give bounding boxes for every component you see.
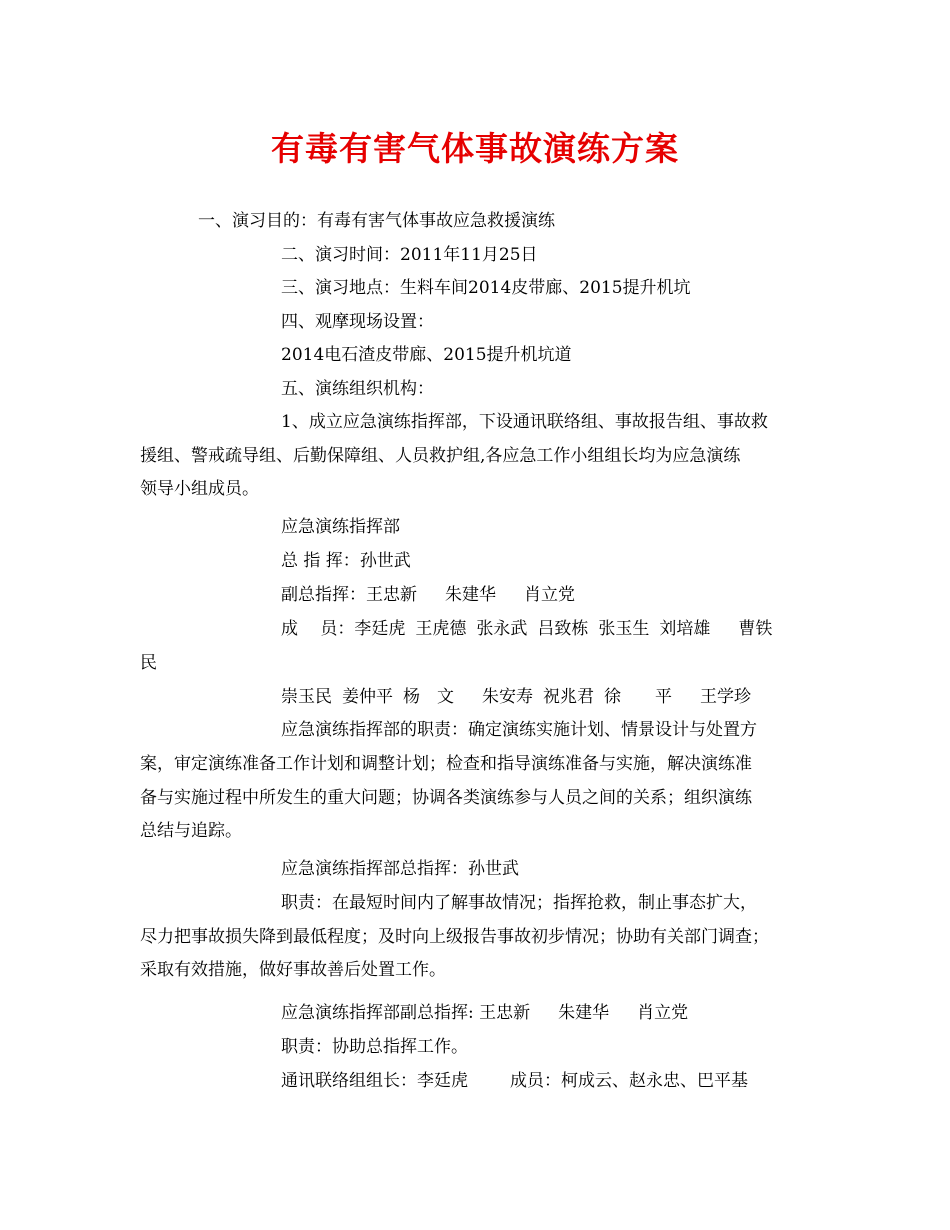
hq-duty-line3: 备与实施过程中所发生的重大问题；协调各类演练参与人员之间的关系；组织演练 bbox=[140, 788, 752, 808]
org-item1-line3: 领导小组成员。 bbox=[140, 479, 259, 499]
members-row-2 bbox=[281, 685, 751, 709]
chief-row bbox=[281, 549, 411, 573]
deputy-label: 副总指挥： bbox=[281, 585, 366, 605]
chief-name: 孙世武 bbox=[359, 551, 411, 571]
section-time: 二、演习时间：2011年11月25日 bbox=[281, 245, 538, 265]
section-purpose: 一、演习目的：有毒有害气体事故应急救援演练 bbox=[198, 211, 555, 231]
member-name-partial: 曹铁 bbox=[738, 619, 773, 639]
chief-duty-line1: 职责：在最短时间内了解事故情况；指挥抢救，制止事态扩大， bbox=[281, 893, 757, 913]
section-place: 三、演习地点：生料车间2014皮带廊、2015提升机坑 bbox=[281, 278, 691, 298]
org-item1-line1: 1、成立应急演练指挥部，下设通讯联络组、事故报告组、事故救 bbox=[281, 412, 768, 432]
member-name: 姜仲平 bbox=[342, 687, 393, 707]
section-org: 五、演练组织机构： bbox=[281, 379, 434, 399]
member-name: 朱安寿 bbox=[482, 687, 533, 707]
member-name: 王学珍 bbox=[700, 687, 751, 707]
hq-duty-line4: 总结与追踪。 bbox=[140, 821, 242, 841]
member-name: 吕致栋 bbox=[537, 619, 589, 639]
member-name: 刘培雄 bbox=[659, 619, 711, 639]
chief-duty-line2: 尽力把事故损失降到最低程度；及时向上级报告事故初步情况；协助有关部门调查； bbox=[140, 927, 769, 947]
deputy-name: 王忠新 bbox=[366, 585, 417, 605]
chief-duty-line3: 采取有效措施，做好事故善后处置工作。 bbox=[140, 960, 446, 980]
members-label: 成 员： bbox=[281, 619, 355, 639]
hq-duty-line1: 应急演练指挥部的职责：确定演练实施计划、情景设计与处置方 bbox=[281, 720, 757, 740]
deputy-line bbox=[281, 1001, 688, 1025]
hq-duty-line2: 案，审定演练准备工作计划和调整计划；检查和指导演练准备与实施，解决演练准 bbox=[140, 754, 752, 774]
deputy-name: 肖立党 bbox=[524, 585, 575, 605]
org-item1-line2: 援组、警戒疏导组、后勤保障组、人员救护组,各应急工作小组组长均为应急演练 bbox=[140, 446, 741, 466]
members-row-1 bbox=[281, 617, 772, 641]
chief-line: 应急演练指挥部总指挥：孙世武 bbox=[281, 859, 519, 879]
section-site-setup: 四、观摩现场设置： bbox=[281, 312, 434, 332]
chief-label: 总 指 挥： bbox=[281, 551, 360, 571]
deputy-line-name: 肖立党 bbox=[637, 1003, 689, 1023]
comm-leader: 李廷虎 bbox=[417, 1071, 468, 1091]
member-name: 李廷虎 bbox=[354, 619, 406, 639]
command-heading: 应急演练指挥部 bbox=[281, 517, 400, 537]
deputy-duty: 职责：协助总指挥工作。 bbox=[281, 1037, 468, 1057]
members-row-1-wrap: 民 bbox=[140, 653, 157, 673]
member-name: 张玉生 bbox=[598, 619, 650, 639]
member-name: 崇玉民 bbox=[281, 687, 332, 707]
deputy-name: 朱建华 bbox=[445, 585, 496, 605]
section-site-detail: 2014电石渣皮带廊、2015提升机坑道 bbox=[281, 345, 572, 365]
deputy-line-name: 王忠新 bbox=[479, 1003, 531, 1023]
member-name: 张永武 bbox=[476, 619, 528, 639]
comm-group-line bbox=[281, 1069, 748, 1093]
comm-leader-label: 通讯联络组组长： bbox=[281, 1071, 417, 1091]
comm-members-label: 成员： bbox=[510, 1071, 561, 1091]
comm-members: 柯成云、赵永忠、巴平基 bbox=[561, 1071, 748, 1091]
member-name: 祝兆君 bbox=[543, 687, 594, 707]
member-name: 王虎德 bbox=[415, 619, 467, 639]
document-title: 有毒有害气体事故演练方案 bbox=[271, 129, 679, 168]
member-name: 徐 平 bbox=[604, 687, 672, 707]
deputy-line-name: 朱建华 bbox=[558, 1003, 610, 1023]
deputy-row bbox=[281, 583, 575, 607]
deputy-line-label: 应急演练指挥部副总指挥: bbox=[281, 1003, 480, 1023]
member-name: 杨 文 bbox=[403, 687, 454, 707]
